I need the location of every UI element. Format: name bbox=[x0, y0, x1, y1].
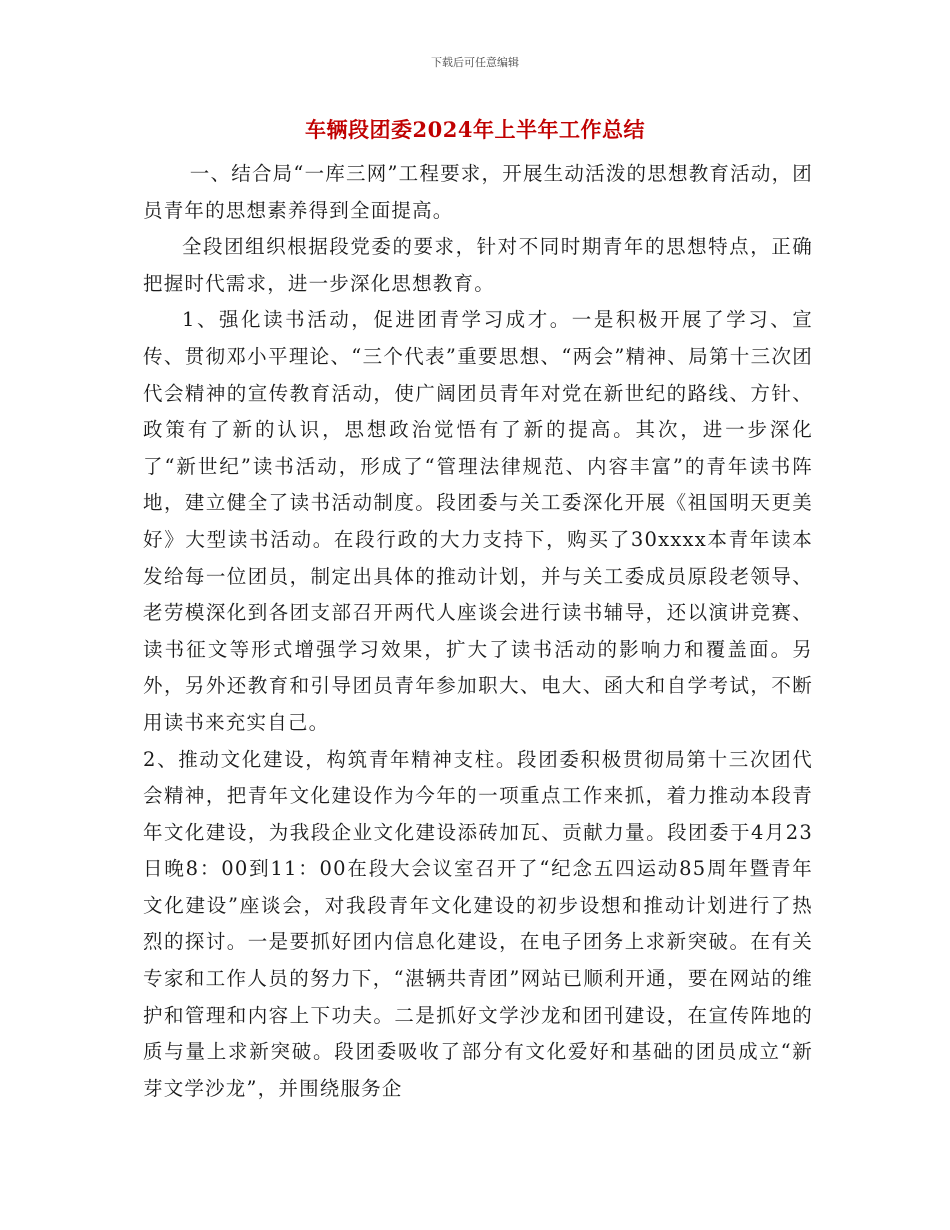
paragraph-section-one: 一、结合局“一库三网”工程要求，开展生动活泼的思想教育活动，团员青年的思想素养得到全面提高。 bbox=[143, 162, 813, 222]
document-body bbox=[143, 156, 813, 1107]
document-title: 车辆段团委2024年上半年工作总结 bbox=[305, 117, 645, 142]
header-note: 下载后可任意编辑 bbox=[431, 56, 519, 69]
paragraph-reading-activity: 1、强化读书活动，促进团青学习成才。一是积极开展了学习、宣传、贯彻邓小平理论、“三个代表”重要思想、“两会”精神、局第十三次团代会精神的宣传教育活动，使广阔团员青年对党在新世纪的路线、方针、政策有了新的认识，思想政治觉悟有了新的提高。其次，进一步深化了“新世纪”读书活动，形成了“管理法律规范、内容丰富”的青年读书阵地，建立健全了读书活动制度。段团委与关工委深化开展《祖国明天更美好》大型读书活动。在段行政的大力支持下，购买了30xxxx本青年读本发给每一位团员，制定出具体的推动计划，并与关工委成员原段老领导、老劳模深化到各团支部召开两代人座谈会进行读书辅导，还以演讲竞赛、读书征文等形式增强学习效果，扩大了读书活动的影响力和覆盖面。另外，另外还教育和引导团员青年参加职大、电大、函大和自学考试，不断用读书来充实自己。 bbox=[143, 308, 813, 734]
paragraph-intro: 全段团组织根据段党委的要求，针对不同时期青年的思想特点，正确把握时代需求，进一步深化思想教育。 bbox=[143, 235, 813, 295]
paragraph-culture-building: 2、推动文化建设，构筑青年精神支柱。段团委积极贯彻局第十三次团代会精神，把青年文化建设作为今年的一项重点工作来抓，着力推动本段青年文化建设，为我段企业文化建设添砖加瓦、贡献力量。段团委于4月23日晚8：00到11：00在段大会议室召开了“纪念五四运动85周年暨青年文化建设”座谈会，对我段青年文化建设的初步设想和推动计划进行了热烈的探讨。一是要抓好团内信息化建设，在电子团务上求新突破。在有关专家和工作人员的努力下，“湛辆共青团”网站已顺利开通，要在网站的维护和管理和内容上下功夫。二是抓好文学沙龙和团刊建设，在宣传阵地的质与量上求新突破。段团委吸收了部分有文化爱好和基础的团员成立“新芽文学沙龙”，并围绕服务企 bbox=[143, 747, 813, 1100]
